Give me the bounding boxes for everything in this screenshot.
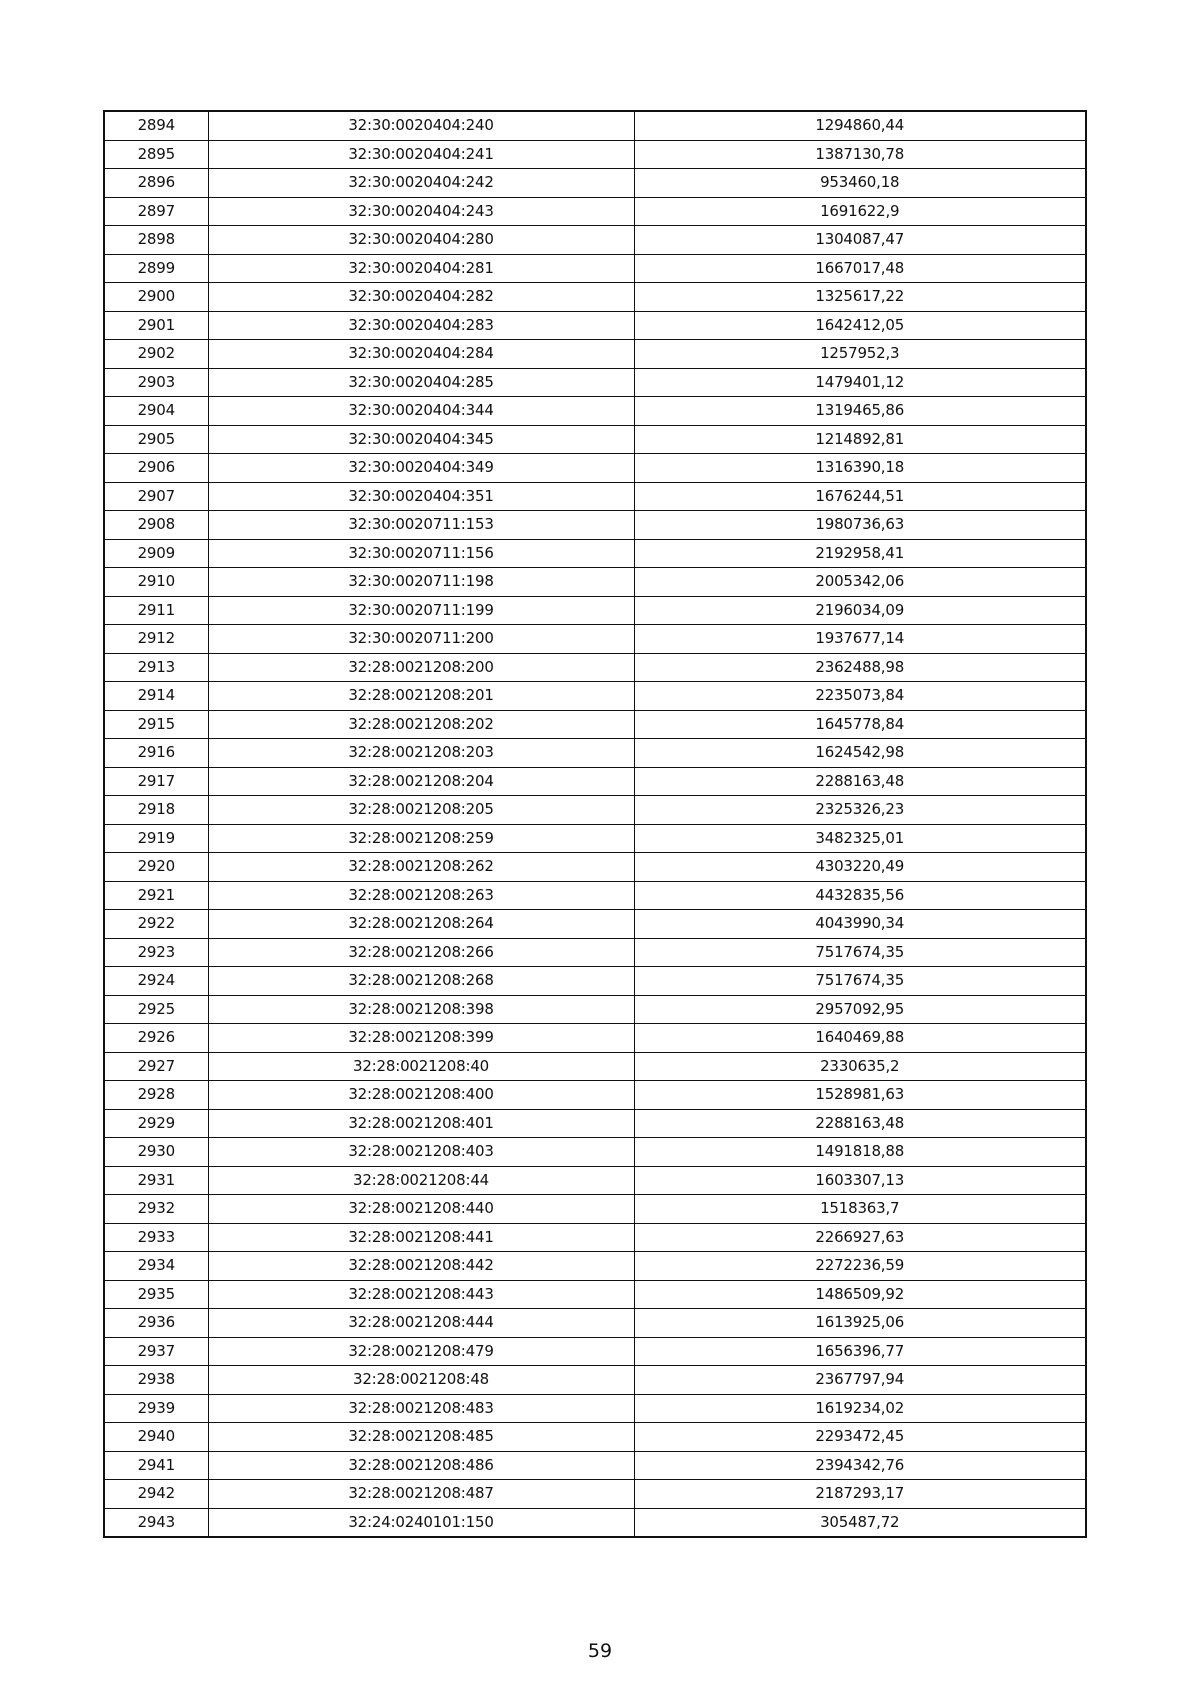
value-cell: 1656396,77 bbox=[634, 1337, 1086, 1366]
value-cell: 1325617,22 bbox=[634, 283, 1086, 312]
table-row bbox=[104, 767, 1086, 796]
value-cell: 2272236,59 bbox=[634, 1252, 1086, 1281]
table-row bbox=[104, 340, 1086, 369]
row-number-cell: 2923 bbox=[104, 938, 208, 967]
table-row bbox=[104, 1024, 1086, 1053]
cadastral-number-cell: 32:28:0021208:204 bbox=[208, 767, 634, 796]
table-row bbox=[104, 596, 1086, 625]
cadastral-number-cell: 32:30:0020711:200 bbox=[208, 625, 634, 654]
cadastral-number-cell: 32:28:0021208:200 bbox=[208, 653, 634, 682]
cadastral-number-cell: 32:28:0021208:443 bbox=[208, 1280, 634, 1309]
cadastral-number-cell: 32:30:0020404:240 bbox=[208, 111, 634, 140]
table-row bbox=[104, 938, 1086, 967]
row-number-cell: 2909 bbox=[104, 539, 208, 568]
cadastral-value-table bbox=[103, 110, 1087, 1538]
row-number-cell: 2927 bbox=[104, 1052, 208, 1081]
row-number-cell: 2940 bbox=[104, 1423, 208, 1452]
value-cell: 1603307,13 bbox=[634, 1166, 1086, 1195]
value-cell: 1640469,88 bbox=[634, 1024, 1086, 1053]
cadastral-number-cell: 32:30:0020404:282 bbox=[208, 283, 634, 312]
cadastral-number-cell: 32:28:0021208:44 bbox=[208, 1166, 634, 1195]
value-cell: 2362488,98 bbox=[634, 653, 1086, 682]
table-row bbox=[104, 283, 1086, 312]
cadastral-number-cell: 32:28:0021208:400 bbox=[208, 1081, 634, 1110]
row-number-cell: 2907 bbox=[104, 482, 208, 511]
row-number-cell: 2917 bbox=[104, 767, 208, 796]
table-row bbox=[104, 482, 1086, 511]
table-row bbox=[104, 1081, 1086, 1110]
table-row bbox=[104, 625, 1086, 654]
value-cell: 3482325,01 bbox=[634, 824, 1086, 853]
value-cell: 1676244,51 bbox=[634, 482, 1086, 511]
table-row bbox=[104, 1423, 1086, 1452]
table-row bbox=[104, 311, 1086, 340]
cadastral-number-cell: 32:28:0021208:264 bbox=[208, 910, 634, 939]
cadastral-number-cell: 32:28:0021208:486 bbox=[208, 1451, 634, 1480]
value-cell: 2288163,48 bbox=[634, 767, 1086, 796]
table-row bbox=[104, 425, 1086, 454]
table-row bbox=[104, 1337, 1086, 1366]
row-number-cell: 2899 bbox=[104, 254, 208, 283]
row-number-cell: 2919 bbox=[104, 824, 208, 853]
row-number-cell: 2938 bbox=[104, 1366, 208, 1395]
table-row bbox=[104, 140, 1086, 169]
cadastral-number-cell: 32:28:0021208:442 bbox=[208, 1252, 634, 1281]
table-row bbox=[104, 853, 1086, 882]
cadastral-number-cell: 32:30:0020711:199 bbox=[208, 596, 634, 625]
value-cell: 7517674,35 bbox=[634, 938, 1086, 967]
table-row bbox=[104, 1195, 1086, 1224]
table-row bbox=[104, 1052, 1086, 1081]
cadastral-number-cell: 32:30:0020404:284 bbox=[208, 340, 634, 369]
table-row bbox=[104, 1280, 1086, 1309]
value-cell: 1980736,63 bbox=[634, 511, 1086, 540]
cadastral-number-cell: 32:28:0021208:48 bbox=[208, 1366, 634, 1395]
row-number-cell: 2933 bbox=[104, 1223, 208, 1252]
row-number-cell: 2935 bbox=[104, 1280, 208, 1309]
value-cell: 2293472,45 bbox=[634, 1423, 1086, 1452]
table-row bbox=[104, 454, 1086, 483]
row-number-cell: 2912 bbox=[104, 625, 208, 654]
row-number-cell: 2931 bbox=[104, 1166, 208, 1195]
value-cell: 1319465,86 bbox=[634, 397, 1086, 426]
cadastral-number-cell: 32:30:0020404:241 bbox=[208, 140, 634, 169]
value-cell: 1479401,12 bbox=[634, 368, 1086, 397]
row-number-cell: 2894 bbox=[104, 111, 208, 140]
cadastral-number-cell: 32:24:0240101:150 bbox=[208, 1508, 634, 1537]
cadastral-number-cell: 32:28:0021208:403 bbox=[208, 1138, 634, 1167]
value-cell: 4303220,49 bbox=[634, 853, 1086, 882]
cadastral-number-cell: 32:30:0020711:198 bbox=[208, 568, 634, 597]
table-row bbox=[104, 910, 1086, 939]
value-cell: 1619234,02 bbox=[634, 1394, 1086, 1423]
table-row bbox=[104, 169, 1086, 198]
row-number-cell: 2930 bbox=[104, 1138, 208, 1167]
table-row bbox=[104, 881, 1086, 910]
cadastral-number-cell: 32:28:0021208:399 bbox=[208, 1024, 634, 1053]
value-cell: 2325326,23 bbox=[634, 796, 1086, 825]
cadastral-number-cell: 32:28:0021208:40 bbox=[208, 1052, 634, 1081]
value-cell: 2005342,06 bbox=[634, 568, 1086, 597]
table-row bbox=[104, 197, 1086, 226]
value-cell: 1304087,47 bbox=[634, 226, 1086, 255]
value-cell: 1667017,48 bbox=[634, 254, 1086, 283]
cadastral-number-cell: 32:28:0021208:202 bbox=[208, 710, 634, 739]
table-row bbox=[104, 111, 1086, 140]
row-number-cell: 2914 bbox=[104, 682, 208, 711]
cadastral-number-cell: 32:30:0020404:349 bbox=[208, 454, 634, 483]
cadastral-number-cell: 32:30:0020404:351 bbox=[208, 482, 634, 511]
value-cell: 953460,18 bbox=[634, 169, 1086, 198]
value-cell: 1937677,14 bbox=[634, 625, 1086, 654]
cadastral-number-cell: 32:30:0020711:156 bbox=[208, 539, 634, 568]
table-row bbox=[104, 824, 1086, 853]
cadastral-number-cell: 32:28:0021208:259 bbox=[208, 824, 634, 853]
value-cell: 1486509,92 bbox=[634, 1280, 1086, 1309]
value-cell: 1316390,18 bbox=[634, 454, 1086, 483]
row-number-cell: 2941 bbox=[104, 1451, 208, 1480]
table-row bbox=[104, 539, 1086, 568]
table-row bbox=[104, 995, 1086, 1024]
cadastral-number-cell: 32:28:0021208:263 bbox=[208, 881, 634, 910]
value-cell: 2192958,41 bbox=[634, 539, 1086, 568]
cadastral-number-cell: 32:30:0020404:242 bbox=[208, 169, 634, 198]
row-number-cell: 2915 bbox=[104, 710, 208, 739]
value-cell: 2367797,94 bbox=[634, 1366, 1086, 1395]
table-row bbox=[104, 368, 1086, 397]
row-number-cell: 2908 bbox=[104, 511, 208, 540]
row-number-cell: 2924 bbox=[104, 967, 208, 996]
value-cell: 1257952,3 bbox=[634, 340, 1086, 369]
row-number-cell: 2929 bbox=[104, 1109, 208, 1138]
table-row bbox=[104, 511, 1086, 540]
cadastral-number-cell: 32:28:0021208:401 bbox=[208, 1109, 634, 1138]
cadastral-number-cell: 32:28:0021208:201 bbox=[208, 682, 634, 711]
cadastral-number-cell: 32:28:0021208:440 bbox=[208, 1195, 634, 1224]
row-number-cell: 2937 bbox=[104, 1337, 208, 1366]
row-number-cell: 2932 bbox=[104, 1195, 208, 1224]
row-number-cell: 2920 bbox=[104, 853, 208, 882]
value-cell: 305487,72 bbox=[634, 1508, 1086, 1537]
value-cell: 2235073,84 bbox=[634, 682, 1086, 711]
table-row bbox=[104, 1508, 1086, 1537]
value-cell: 1387130,78 bbox=[634, 140, 1086, 169]
table-row bbox=[104, 1394, 1086, 1423]
table-body bbox=[104, 111, 1086, 1537]
row-number-cell: 2921 bbox=[104, 881, 208, 910]
value-cell: 2187293,17 bbox=[634, 1480, 1086, 1509]
table-row bbox=[104, 682, 1086, 711]
row-number-cell: 2900 bbox=[104, 283, 208, 312]
table-row bbox=[104, 1309, 1086, 1338]
row-number-cell: 2896 bbox=[104, 169, 208, 198]
row-number-cell: 2901 bbox=[104, 311, 208, 340]
page-number: 59 bbox=[587, 1640, 613, 1662]
row-number-cell: 2934 bbox=[104, 1252, 208, 1281]
cadastral-number-cell: 32:28:0021208:441 bbox=[208, 1223, 634, 1252]
value-cell: 1518363,7 bbox=[634, 1195, 1086, 1224]
value-cell: 1645778,84 bbox=[634, 710, 1086, 739]
value-cell: 1528981,63 bbox=[634, 1081, 1086, 1110]
cadastral-number-cell: 32:30:0020404:345 bbox=[208, 425, 634, 454]
cadastral-number-cell: 32:30:0020404:344 bbox=[208, 397, 634, 426]
row-number-cell: 2942 bbox=[104, 1480, 208, 1509]
row-number-cell: 2895 bbox=[104, 140, 208, 169]
row-number-cell: 2906 bbox=[104, 454, 208, 483]
value-cell: 1642412,05 bbox=[634, 311, 1086, 340]
row-number-cell: 2916 bbox=[104, 739, 208, 768]
cadastral-number-cell: 32:28:0021208:485 bbox=[208, 1423, 634, 1452]
cadastral-number-cell: 32:30:0020711:153 bbox=[208, 511, 634, 540]
value-cell: 2266927,63 bbox=[634, 1223, 1086, 1252]
row-number-cell: 2939 bbox=[104, 1394, 208, 1423]
value-cell: 1214892,81 bbox=[634, 425, 1086, 454]
cadastral-number-cell: 32:28:0021208:398 bbox=[208, 995, 634, 1024]
row-number-cell: 2928 bbox=[104, 1081, 208, 1110]
value-cell: 4043990,34 bbox=[634, 910, 1086, 939]
cadastral-number-cell: 32:28:0021208:205 bbox=[208, 796, 634, 825]
table-row bbox=[104, 1109, 1086, 1138]
cadastral-number-cell: 32:30:0020404:281 bbox=[208, 254, 634, 283]
row-number-cell: 2925 bbox=[104, 995, 208, 1024]
table-row bbox=[104, 967, 1086, 996]
value-cell: 7517674,35 bbox=[634, 967, 1086, 996]
value-cell: 1691622,9 bbox=[634, 197, 1086, 226]
row-number-cell: 2904 bbox=[104, 397, 208, 426]
row-number-cell: 2936 bbox=[104, 1309, 208, 1338]
cadastral-number-cell: 32:28:0021208:203 bbox=[208, 739, 634, 768]
cadastral-number-cell: 32:28:0021208:487 bbox=[208, 1480, 634, 1509]
table-row bbox=[104, 1223, 1086, 1252]
cadastral-number-cell: 32:30:0020404:280 bbox=[208, 226, 634, 255]
table-row bbox=[104, 1166, 1086, 1195]
table-row bbox=[104, 397, 1086, 426]
row-number-cell: 2902 bbox=[104, 340, 208, 369]
table-row bbox=[104, 796, 1086, 825]
table-row bbox=[104, 1480, 1086, 1509]
value-cell: 2330635,2 bbox=[634, 1052, 1086, 1081]
table-row bbox=[104, 1366, 1086, 1395]
cadastral-number-cell: 32:28:0021208:262 bbox=[208, 853, 634, 882]
value-cell: 4432835,56 bbox=[634, 881, 1086, 910]
row-number-cell: 2911 bbox=[104, 596, 208, 625]
table-row bbox=[104, 254, 1086, 283]
row-number-cell: 2922 bbox=[104, 910, 208, 939]
value-cell: 1613925,06 bbox=[634, 1309, 1086, 1338]
cadastral-number-cell: 32:30:0020404:243 bbox=[208, 197, 634, 226]
cadastral-number-cell: 32:28:0021208:479 bbox=[208, 1337, 634, 1366]
table-row bbox=[104, 226, 1086, 255]
table-row bbox=[104, 710, 1086, 739]
row-number-cell: 2897 bbox=[104, 197, 208, 226]
cadastral-number-cell: 32:30:0020404:283 bbox=[208, 311, 634, 340]
cadastral-number-cell: 32:28:0021208:483 bbox=[208, 1394, 634, 1423]
table-row bbox=[104, 1451, 1086, 1480]
value-cell: 2957092,95 bbox=[634, 995, 1086, 1024]
row-number-cell: 2918 bbox=[104, 796, 208, 825]
cadastral-number-cell: 32:28:0021208:444 bbox=[208, 1309, 634, 1338]
value-cell: 2394342,76 bbox=[634, 1451, 1086, 1480]
cadastral-number-cell: 32:28:0021208:266 bbox=[208, 938, 634, 967]
value-cell: 1624542,98 bbox=[634, 739, 1086, 768]
row-number-cell: 2913 bbox=[104, 653, 208, 682]
value-cell: 1294860,44 bbox=[634, 111, 1086, 140]
row-number-cell: 2926 bbox=[104, 1024, 208, 1053]
table-row bbox=[104, 739, 1086, 768]
row-number-cell: 2905 bbox=[104, 425, 208, 454]
value-cell: 2288163,48 bbox=[634, 1109, 1086, 1138]
table-row bbox=[104, 653, 1086, 682]
table-row bbox=[104, 1252, 1086, 1281]
row-number-cell: 2903 bbox=[104, 368, 208, 397]
row-number-cell: 2910 bbox=[104, 568, 208, 597]
table-row bbox=[104, 568, 1086, 597]
row-number-cell: 2898 bbox=[104, 226, 208, 255]
row-number-cell: 2943 bbox=[104, 1508, 208, 1537]
table-row bbox=[104, 1138, 1086, 1167]
cadastral-number-cell: 32:30:0020404:285 bbox=[208, 368, 634, 397]
value-cell: 1491818,88 bbox=[634, 1138, 1086, 1167]
cadastral-number-cell: 32:28:0021208:268 bbox=[208, 967, 634, 996]
value-cell: 2196034,09 bbox=[634, 596, 1086, 625]
